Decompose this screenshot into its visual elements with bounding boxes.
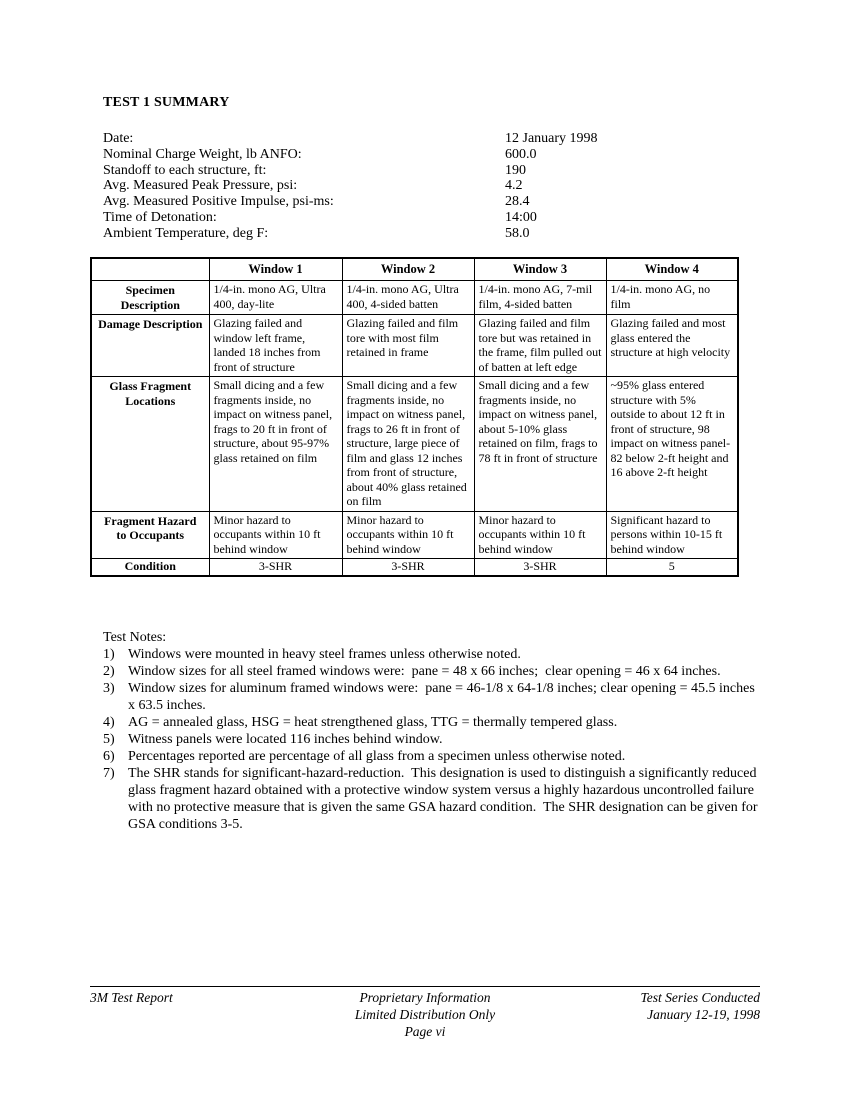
note-number: 2)	[103, 664, 115, 679]
info-value: 14:00	[505, 209, 537, 225]
table-header-cell: Window 2	[342, 258, 474, 281]
table-row-damage-description	[91, 315, 738, 377]
row-label: Damage Description	[91, 315, 209, 377]
table-cell: ~95% glass entered structure with 5% outside to about 12 ft in front of structure, 98 impact on witness panel- 82 below 2-ft height and 16 above 2-ft height	[606, 377, 738, 512]
table-cell: Minor hazard to occupants within 10 ft behind window	[342, 511, 474, 559]
info-value: 58.0	[505, 225, 530, 241]
note-text: Window sizes for aluminum framed windows were: pane = 46-1/8 x 64-1/8 inches; clear opening = 45.5 inches x 63.5 inches.	[128, 681, 759, 713]
table-cell: Glazing failed and film tore with most film retained in frame	[342, 315, 474, 377]
note-item	[103, 680, 761, 714]
notes-heading: Test Notes:	[103, 630, 167, 645]
info-row	[103, 194, 598, 210]
note-number: 5)	[103, 732, 115, 747]
table-header-cell: Window 1	[209, 258, 342, 281]
info-row	[103, 226, 598, 242]
footer-right-line: January 12-19, 1998	[647, 1007, 760, 1022]
table-row-fragment-hazard	[91, 511, 738, 559]
info-row	[103, 163, 598, 179]
note-number: 3)	[103, 681, 115, 696]
info-row	[103, 210, 598, 226]
info-label: Time of Detonation:	[103, 209, 217, 225]
info-row	[103, 131, 598, 147]
note-number: 7)	[103, 766, 115, 781]
note-number: 4)	[103, 715, 115, 730]
footer-page-number: Page vi	[404, 1024, 446, 1039]
table-header-row	[91, 258, 738, 281]
footer-center-line: Limited Distribution Only	[354, 1007, 496, 1022]
table-header-cell: Window 4	[606, 258, 738, 281]
info-value: 12 January 1998	[505, 131, 598, 146]
note-text: Windows were mounted in heavy steel frames unless otherwise noted.	[128, 647, 521, 662]
table-cell: 1/4-in. mono AG, Ultra 400, day-lite	[209, 281, 342, 315]
info-label: Nominal Charge Weight, lb ANFO:	[103, 146, 302, 162]
table-header-cell: Window 3	[474, 258, 606, 281]
table-cell: 1/4-in. mono AG, no film	[606, 281, 738, 315]
note-item	[103, 731, 761, 748]
info-label: Date:	[103, 131, 134, 146]
info-label: Avg. Measured Peak Pressure, psi:	[103, 178, 298, 194]
test-summary-info	[103, 131, 598, 242]
table-cell: Minor hazard to occupants within 10 ft behind window	[474, 511, 606, 559]
info-label: Avg. Measured Positive Impulse, psi-ms:	[103, 194, 334, 210]
footer-test-series	[551, 989, 760, 1040]
row-label: Specimen Description	[91, 281, 209, 315]
row-label: Fragment Hazard to Occupants	[91, 511, 209, 559]
table-row-glass-fragment-locations	[91, 377, 738, 512]
info-label: Standoff to each structure, ft:	[103, 162, 267, 178]
note-number: 1)	[103, 647, 115, 662]
table-header-cell	[91, 258, 209, 281]
table-cell: 1/4-in. mono AG, Ultra 400, 4-sided batten	[342, 281, 474, 315]
info-row	[103, 178, 598, 194]
note-text: Percentages reported are percentage of all glass from a specimen unless otherwise noted.	[128, 749, 626, 764]
test-notes	[103, 629, 761, 833]
table-cell: Small dicing and a few fragments inside, no impact on witness panel, frags to 26 ft in front of structure, large piece of film and glass 12 inches from front of structure, about 40% glass retained on film	[342, 377, 474, 512]
table-cell: Glazing failed and most glass entered the structure at high velocity	[606, 315, 738, 377]
footer-right-line: Test Series Conducted	[640, 990, 760, 1005]
table-cell: Significant hazard to persons within 10-15 ft behind window	[606, 511, 738, 559]
row-label: Glass Fragment Locations	[91, 377, 209, 512]
table-cell: Glazing failed and film tore but was retained in the frame, film pulled out of batten at left edge	[474, 315, 606, 377]
note-item	[103, 663, 761, 680]
table-cell: 1/4-in. mono AG, 7-mil film, 4-sided batten	[474, 281, 606, 315]
footer-distribution-notice	[299, 989, 550, 1040]
table-row-condition	[91, 559, 738, 576]
table-cell: Small dicing and a few fragments inside, no impact on witness panel, about 5-10% glass retained on film, frags to 78 ft in front of structure	[474, 377, 606, 512]
info-value: 4.2	[505, 178, 523, 194]
note-item	[103, 714, 761, 731]
info-value: 600.0	[505, 146, 537, 162]
table-cell: 3-SHR	[209, 559, 342, 576]
note-text: AG = annealed glass, HSG = heat strengthened glass, TTG = thermally tempered glass.	[128, 715, 618, 730]
table-cell: Small dicing and a few fragments inside, no impact on witness panel, frags to 20 ft in front of structure, about 95-97% glass retained on film	[209, 377, 342, 512]
table-cell: Glazing failed and window left frame, landed 18 inches from front of structure	[209, 315, 342, 377]
table-cell: 3-SHR	[342, 559, 474, 576]
footer-report-name: 3M Test Report	[90, 990, 173, 1005]
page-title: TEST 1 SUMMARY	[103, 95, 230, 110]
info-row	[103, 147, 598, 163]
page-footer	[90, 986, 760, 1040]
note-text: Window sizes for all steel framed windows were: pane = 48 x 66 inches; clear opening = 46 x 64 inches.	[128, 664, 721, 679]
info-value: 28.4	[505, 194, 530, 210]
note-item	[103, 748, 761, 765]
table-cell: 5	[606, 559, 738, 576]
note-item	[103, 646, 761, 663]
note-text: The SHR stands for significant-hazard-reduction. This designation is used to distinguish a significantly reduced glass fragment hazard obtained with a protective window system versus a highly hazardous uncontrolled failure with no protective measure that is given the same GSA hazard condition. The SHR designation can be given for GSA conditions 3-5.	[128, 766, 762, 832]
table-cell: 3-SHR	[474, 559, 606, 576]
test-summary-table	[90, 257, 739, 577]
footer-center-line: Proprietary Information	[359, 990, 491, 1005]
info-label: Ambient Temperature, deg F:	[103, 225, 269, 241]
note-number: 6)	[103, 749, 115, 764]
note-text: Witness panels were located 116 inches behind window.	[128, 732, 443, 747]
info-value: 190	[505, 162, 526, 178]
table-row-specimen-description	[91, 281, 738, 315]
note-item	[103, 765, 761, 833]
table-cell: Minor hazard to occupants within 10 ft behind window	[209, 511, 342, 559]
row-label: Condition	[91, 559, 209, 576]
